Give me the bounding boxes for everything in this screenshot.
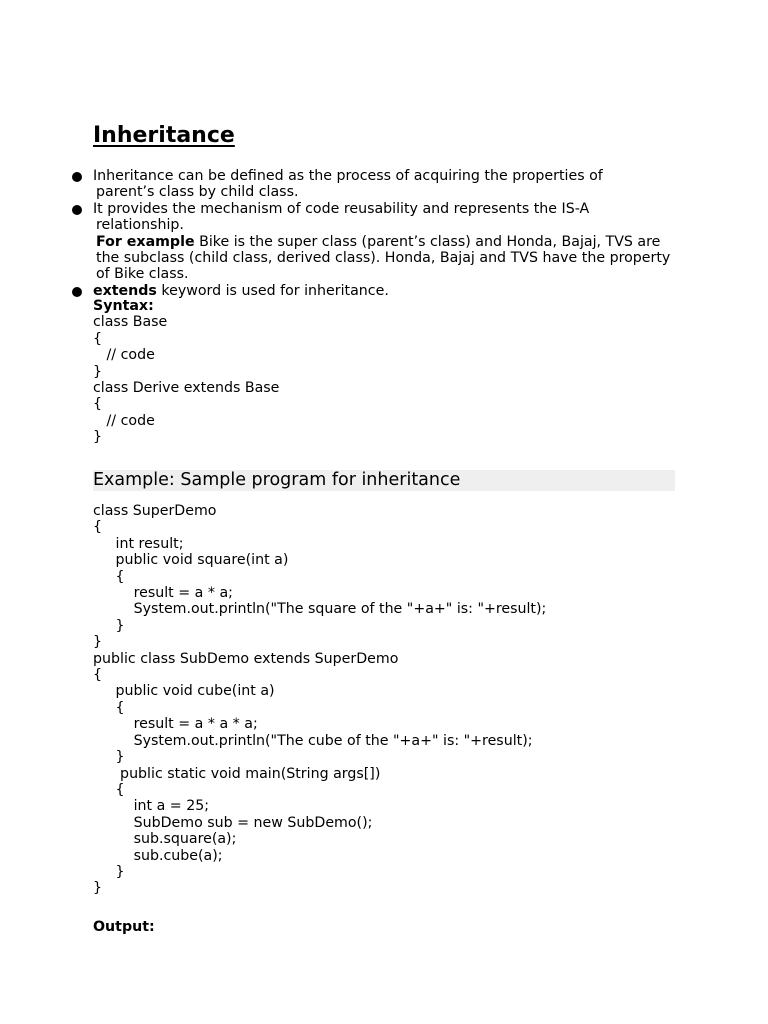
code-line: class SuperDemo	[93, 503, 217, 519]
bullet-text-line: parent’s class by child class.	[96, 184, 299, 201]
code-line: }	[93, 429, 103, 446]
for-example-paragraph	[0, 234, 676, 283]
code-line: {	[93, 519, 103, 536]
code-line: int a = 25;	[93, 798, 210, 815]
syntax-block	[93, 298, 279, 446]
example-heading: Example: Sample program for inheritance	[93, 470, 675, 491]
code-line: class Derive extends Base	[93, 380, 280, 397]
code-line: sub.square(a);	[93, 831, 237, 848]
bullet-item-definition	[0, 168, 683, 201]
code-line: // code	[93, 412, 155, 429]
for-example-label: For example	[96, 233, 195, 250]
for-example-text: Bike is the super class (parent’s class) and Honda, Bajaj, TVS are the subclass (child class, derived class). Honda, Bajaj and TVS have the property of Bike class.	[96, 233, 671, 283]
code-line: {	[93, 781, 125, 798]
code-line: // code	[93, 347, 155, 364]
code-line: class Base	[93, 314, 168, 331]
code-line: }	[93, 634, 103, 651]
code-line: System.out.println("The square of the "+a+" is: "+result);	[93, 601, 547, 618]
bullet-dot-icon	[72, 287, 82, 297]
bullet-dot-icon	[72, 205, 82, 215]
code-line: public void square(int a)	[93, 552, 289, 569]
code-line: result = a * a;	[93, 585, 233, 602]
bullet-dot-icon	[72, 172, 82, 182]
code-line: int result;	[93, 535, 184, 552]
page-title: Inheritance	[93, 123, 235, 148]
code-line: {	[93, 699, 125, 716]
code-line: {	[93, 330, 103, 347]
code-line: result = a * a * a;	[93, 716, 258, 733]
syntax-label: Syntax:	[93, 298, 154, 314]
code-line: public class SubDemo extends SuperDemo	[93, 650, 399, 667]
code-line: {	[93, 568, 125, 585]
bullet-list	[0, 168, 768, 299]
code-line: public void cube(int a)	[93, 683, 275, 700]
code-line: sub.cube(a);	[93, 847, 223, 864]
bullet-item-extends	[0, 283, 683, 299]
code-line: }	[93, 617, 125, 634]
extends-text: keyword is used for inheritance.	[156, 282, 389, 299]
code-line: SubDemo sub = new SubDemo();	[93, 814, 373, 831]
program-code	[93, 503, 546, 897]
code-line: {	[93, 667, 103, 684]
code-line: }	[93, 749, 125, 766]
code-line: System.out.println("The cube of the "+a+" is: "+result);	[93, 732, 533, 749]
bullet-text-line: Inheritance can be defined as the process of acquiring the properties of	[93, 168, 603, 184]
bullet-text-line: It provides the mechanism of code reusability and represents the IS-A	[93, 200, 590, 217]
code-line: public static void main(String args[])	[93, 765, 381, 782]
syntax-code	[93, 314, 279, 445]
output-label: Output:	[93, 919, 155, 935]
code-line: }	[93, 363, 103, 380]
bullet-text-line	[93, 283, 683, 299]
bullet-text-line: relationship.	[96, 217, 184, 234]
code-line: }	[93, 880, 103, 897]
bullet-item-reusability	[0, 201, 683, 234]
code-line: {	[93, 396, 103, 413]
code-line: }	[93, 863, 125, 880]
extends-keyword: extends	[93, 282, 157, 299]
